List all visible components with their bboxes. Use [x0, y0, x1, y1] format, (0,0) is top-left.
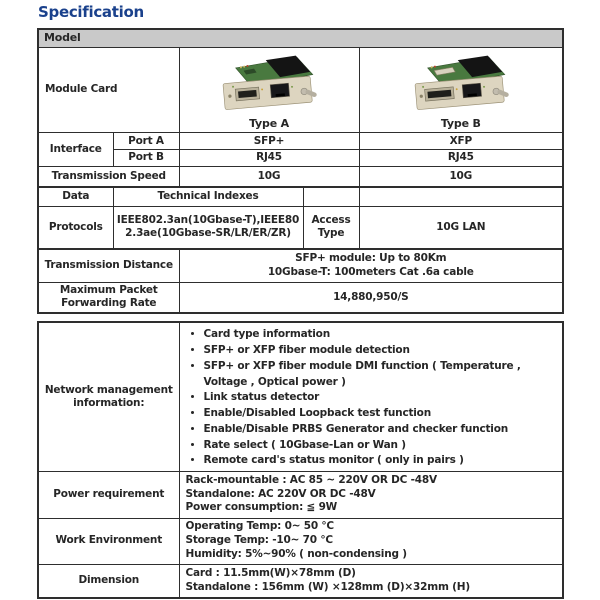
access-type-value: 10G LAN	[359, 206, 563, 249]
network-management-features	[179, 322, 563, 471]
power-line: Rack-mountable : AC 85 ~ 220V OR DC -48V	[185, 473, 437, 486]
module-card-photo-type-a-icon	[211, 51, 327, 117]
data-row-empty-1	[303, 187, 359, 206]
module-card-label: Module Card	[38, 47, 179, 133]
network-management-label: Network management information:	[38, 322, 179, 471]
technical-indexes-label: Technical Indexes	[113, 187, 303, 206]
work-environment-label: Work Environment	[38, 518, 179, 564]
environment-line: Storage Temp: -10~ 70 ℃	[185, 534, 333, 547]
interface-label: Interface	[38, 133, 113, 166]
port-a-type-a-value: SFP+	[179, 133, 359, 150]
feature-item: • Enable/Disabled Loopback test function	[204, 406, 561, 422]
port-b-type-a-value: RJ45	[179, 150, 359, 166]
port-a-label: Port A	[113, 133, 179, 150]
max-packet-label: Maximum Packet Forwarding Rate	[38, 282, 179, 313]
module-card-cell-type-b	[359, 47, 563, 133]
dimension-label: Dimension	[38, 564, 179, 598]
distance-line-1: SFP+ module: Up to 80Km	[295, 251, 447, 264]
transmission-distance-label: Transmission Distance	[38, 249, 179, 282]
environment-line: Humidity: 5%~90% ( non-condensing )	[185, 547, 407, 560]
power-requirement-value	[179, 471, 563, 518]
protocols-value: IEEE802.3an(10Gbase-T),IEEE802.3ae(10Gbase-SR/LR/ER/ZR)	[113, 206, 303, 249]
spec-table	[37, 28, 564, 314]
transmission-speed-type-b: 10G	[359, 166, 563, 187]
data-label: Data	[38, 187, 113, 206]
data-row-empty-2	[359, 187, 563, 206]
module-card-cell-type-a	[179, 47, 359, 133]
environment-line: Operating Temp: 0~ 50 ℃	[185, 520, 334, 533]
feature-item: • Card type information	[204, 327, 561, 343]
access-type-label: Access Type	[303, 206, 359, 249]
dimension-line: Card : 11.5mm(W)×78mm (D)	[185, 566, 356, 579]
feature-item: • Remote card's status monitor ( only in pairs )	[204, 453, 561, 469]
module-card-photo-type-b-icon	[403, 51, 519, 117]
transmission-distance-value	[179, 249, 563, 282]
transmission-speed-label: Transmission Speed	[38, 166, 179, 187]
distance-line-2: 10Gbase-T: 100meters Cat .6a cable	[267, 265, 474, 278]
port-b-label: Port B	[113, 150, 179, 166]
feature-item: • Link status detector	[204, 390, 561, 406]
power-line: Power consumption: ≦ 9W	[185, 501, 338, 514]
power-line: Standalone: AC 220V OR DC -48V	[185, 487, 376, 500]
port-a-type-b-value: XFP	[359, 133, 563, 150]
dimension-line: Standalone : 156mm (W) ×128mm (D)×32mm (H)	[185, 580, 470, 593]
model-header: Model	[38, 29, 563, 47]
feature-item: • SFP+ or XFP fiber module detection	[204, 343, 561, 359]
feature-item: • SFP+ or XFP fiber module DMI function ( Temperature , Voltage , Optical power )	[204, 359, 561, 391]
page-title: Specification	[38, 3, 144, 21]
feature-item: • Enable/Disable PRBS Generator and checker function	[204, 422, 561, 438]
power-requirement-label: Power requirement	[38, 471, 179, 518]
feature-item: • Rate select ( 10Gbase-Lan or Wan )	[204, 438, 561, 454]
max-packet-value: 14,880,950/S	[179, 282, 563, 313]
port-b-type-b-value: RJ45	[359, 150, 563, 166]
type-b-caption: Type B	[440, 116, 481, 130]
type-a-caption: Type A	[249, 116, 289, 130]
details-table	[37, 321, 564, 599]
protocols-label: Protocols	[38, 206, 113, 249]
work-environment-value	[179, 518, 563, 564]
dimension-value	[179, 564, 563, 598]
transmission-speed-type-a: 10G	[179, 166, 359, 187]
feature-list	[182, 327, 561, 469]
